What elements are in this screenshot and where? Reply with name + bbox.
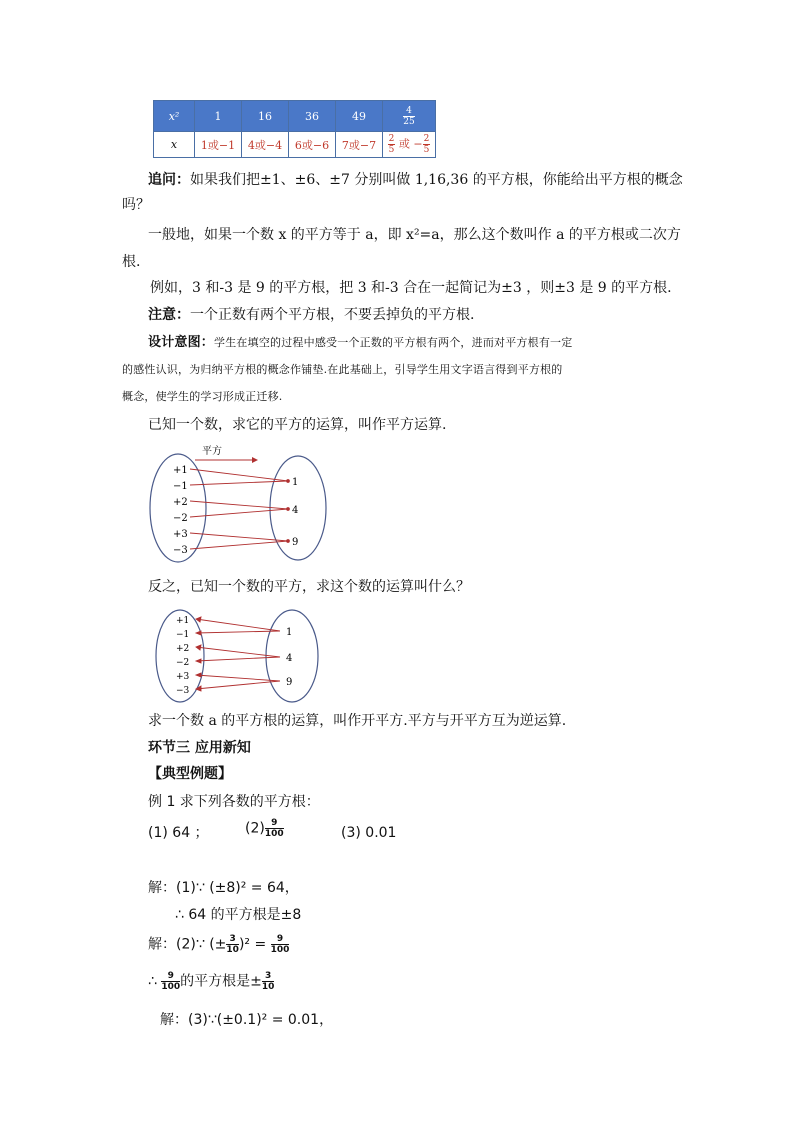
example-item-1: (1) 64 ； [148, 825, 209, 841]
right-value: 4 [292, 505, 299, 516]
table-cell: 49 [336, 101, 383, 132]
design-intent-line1: 设计意图：学生在填空的过程中感受一个正数的平方根有两个，进而对平方根有一定 [148, 335, 573, 350]
table-cell: 36 [289, 101, 336, 132]
example-item-3: (3) 0.01 [341, 825, 397, 841]
left-value: +3 [176, 672, 190, 682]
squaring-mapping-diagram [140, 440, 340, 570]
example-1-title: 例 1 求下列各数的平方根： [148, 794, 320, 810]
typical-examples-heading: 【典型例题】 [148, 766, 232, 782]
solution-2-line-2: ∴ $\frac{9}{100}$ 的平方根是± $\frac{3}{10}$ [148, 971, 275, 992]
table-cell: 1或−1 [195, 132, 242, 158]
example-item-2: (2) $\frac{9}{100}$ [245, 818, 284, 839]
table-cell: x² [154, 101, 195, 132]
paragraph-example: 例如，3 和-3 是 9 的平方根，把 3 和-3 合在一起简记为±3 ，则±3 是 9 的平方根. [150, 280, 672, 296]
design-intent-line2: 的感性认识，为归纳平方根的概念作铺垫.在此基础上，引导学生用文字语言得到平方根的 [122, 363, 563, 376]
paragraph-inverse-question: 反之，已知一个数的平方，求这个数的运算叫什么？ [148, 579, 470, 595]
arrow-head-icon [252, 457, 258, 463]
table-cell: x [154, 132, 195, 158]
arrow-label: 平方 [202, 446, 222, 457]
table-header-row [154, 101, 436, 132]
mapping-arrows [196, 617, 280, 691]
left-value: −2 [176, 658, 190, 668]
table-row [154, 132, 436, 158]
solution-2-line-1: 解：(2)∵ (± $\frac{3}{10}$ )² = $\frac{9}{100}$ [148, 934, 290, 955]
square-table [153, 100, 436, 158]
left-value: +2 [176, 644, 190, 654]
paragraph-note: 注意：一个正数有两个平方根，不要丢掉负的平方根. [148, 307, 475, 323]
table-cell: 16 [242, 101, 289, 132]
right-value: 1 [286, 627, 293, 638]
solution-1-line-2: ∴ 64 的平方根是±8 [175, 907, 302, 923]
table-cell: 7或−7 [336, 132, 383, 158]
table-cell: $\frac{2}{5}$ 或 − $\frac{2}{5}$ [383, 132, 436, 158]
section-heading: 环节三 应用新知 [148, 740, 251, 756]
table-cell: 4或−4 [242, 132, 289, 158]
right-value: 1 [292, 477, 299, 488]
solution-1-line-1: 解：(1)∵ (±8)² = 64， [148, 880, 299, 896]
right-value: 4 [286, 653, 293, 664]
left-value: −2 [173, 513, 188, 524]
table-cell: $\frac{4}{25}$ [383, 101, 436, 132]
paragraph-square-op: 已知一个数，求它的平方的运算，叫作平方运算. [148, 417, 447, 433]
table-cell: 6或−6 [289, 132, 336, 158]
right-value: 9 [286, 677, 293, 688]
left-value: +3 [173, 529, 188, 540]
left-value: +1 [176, 616, 190, 626]
left-value: −3 [173, 545, 188, 556]
left-value: −1 [173, 481, 188, 492]
left-value: −1 [176, 630, 190, 640]
left-value: +1 [173, 465, 188, 476]
table-cell: 1 [195, 101, 242, 132]
design-intent-line3: 概念，使学生的学习形成正迁移. [122, 390, 283, 403]
left-value: +2 [173, 497, 188, 508]
left-value: −3 [176, 686, 190, 696]
paragraph-question: 追问：如果我们把±1、±6、±7 分别叫做 1,16,36 的平方根，你能给出平方根的概念 [148, 172, 683, 188]
square-root-mapping-diagram [150, 606, 325, 706]
paragraph-definition: 一般地，如果一个数 x 的平方等于 a，即 x²=a，那么这个数叫作 a 的平方根或二次方 [148, 227, 681, 243]
right-value: 9 [292, 537, 299, 548]
paragraph-definition-cont: 根. [122, 254, 141, 270]
paragraph-sqrt-definition: 求一个数 a 的平方根的运算，叫作开平方.平方与开平方互为逆运算. [148, 713, 567, 729]
solution-3-line-1: 解：(3)∵(±0.1)² = 0.01， [160, 1012, 334, 1028]
paragraph-question-cont: 吗？ [122, 197, 150, 213]
